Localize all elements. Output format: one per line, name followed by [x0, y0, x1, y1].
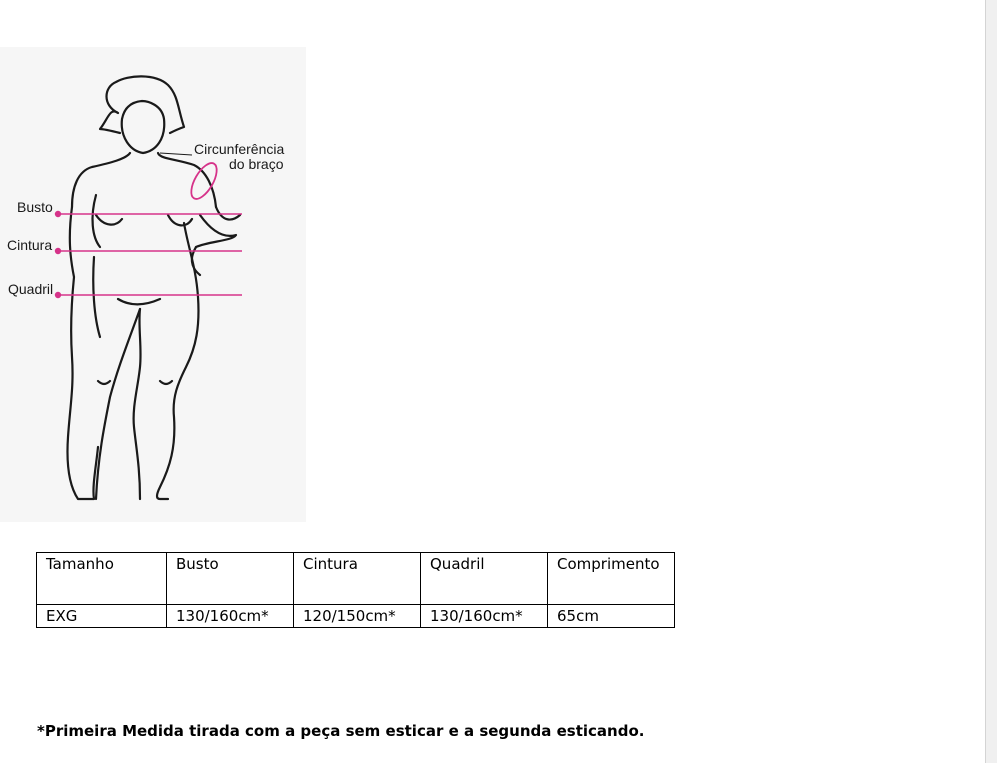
table-cell: 120/150cm*: [294, 605, 421, 628]
body-measurement-figure: [0, 47, 306, 522]
vertical-scrollbar[interactable]: [985, 0, 997, 763]
header-cell: Quadril: [421, 553, 548, 605]
header-cell: Cintura: [294, 553, 421, 605]
label-cintura: Cintura: [7, 237, 53, 253]
table-header-row: [37, 553, 675, 605]
label-circunferencia: Circunferência: [194, 141, 285, 157]
label-busto: Busto: [17, 199, 53, 215]
table-cell: 130/160cm*: [167, 605, 294, 628]
table-cell: 65cm: [548, 605, 675, 628]
header-cell: Comprimento: [548, 553, 675, 605]
measurement-note: *Primeira Medida tirada com a peça sem esticar e a segunda esticando.: [37, 722, 645, 740]
header-cell: Tamanho: [37, 553, 167, 605]
table-cell: 130/160cm*: [421, 605, 548, 628]
size-table: [36, 552, 675, 628]
label-quadril: Quadril: [8, 281, 54, 297]
label-do-braco: do braço: [229, 156, 284, 172]
table-row: [37, 605, 675, 628]
header-cell: Busto: [167, 553, 294, 605]
table-cell: EXG: [37, 605, 167, 628]
